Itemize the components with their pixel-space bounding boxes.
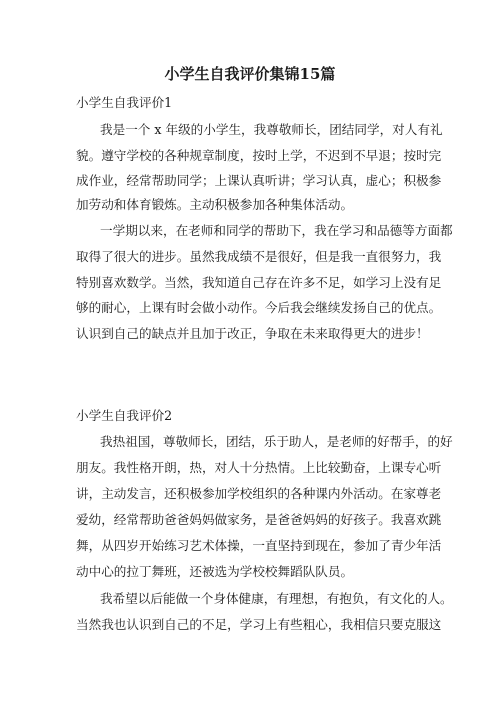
- document-title: 小学生自我评价集锦15篇: [164, 65, 336, 83]
- paragraph-line: 取得了很大的进步。虽然我成绩不是很好，但是我一直很努力，我: [76, 249, 442, 264]
- section-heading-2: 小学生自我评价2: [76, 408, 173, 423]
- paragraph-line: 够的耐心，上课有时会做小动作。今后我会继续发扬自己的优点。: [76, 300, 442, 315]
- paragraph-line: 我是一个 x 年级的小学生，我尊敬师长，团结同学，对人有礼: [100, 122, 443, 137]
- paragraph-line: 舞，从四岁开始练习艺术体操，一直坚持到现在，参加了青少年活: [76, 538, 442, 553]
- paragraph-line: 加劳动和体育锻炼。主动积极参加各种集体活动。: [76, 197, 354, 212]
- paragraph-line: 貌。遵守学校的各种规章制度，按时上学，不迟到不早退；按时完: [76, 148, 442, 163]
- paragraph-line: 成作业，经常帮助同学；上课认真听讲；学习认真，虚心；积极参: [76, 173, 442, 188]
- paragraph-line: 爱幼，经常帮助爸爸妈妈做家务，是爸爸妈妈的好孩子。我喜欢跳: [76, 512, 442, 527]
- paragraph-line: 我热祖国，尊敬师长，团结，乐于助人，是老师的好帮手，的好: [100, 434, 453, 449]
- section-heading-1: 小学生自我评价1: [76, 95, 173, 110]
- paragraph-line: 讲，主动发言，还积极参加学校组织的各种课内外活动。在家尊老: [76, 486, 442, 501]
- paragraph-line: 朋友。我性格开朗，热，对人十分热情。上比较勤奋，上课专心听: [76, 460, 442, 475]
- paragraph-line: 我希望以后能做一个身体健康，有理想，有抱负，有文化的人。: [100, 591, 453, 606]
- paragraph-line: 动中心的拉丁舞班，还被选为学校校舞蹈队队员。: [76, 564, 354, 579]
- paragraph-line: 当然我也认识到自己的不足，学习上有些粗心，我相信只要克服这: [76, 617, 442, 632]
- paragraph-line: 认识到自己的缺点并且加于改正，争取在未来取得更大的进步！: [76, 326, 429, 341]
- paragraph-line: 一学期以来，在老师和同学的帮助下，我在学习和品德等方面都: [100, 223, 453, 238]
- paragraph-line: 特别喜欢数学。当然，我知道自己存在许多不足，如学习上没有足: [76, 275, 442, 290]
